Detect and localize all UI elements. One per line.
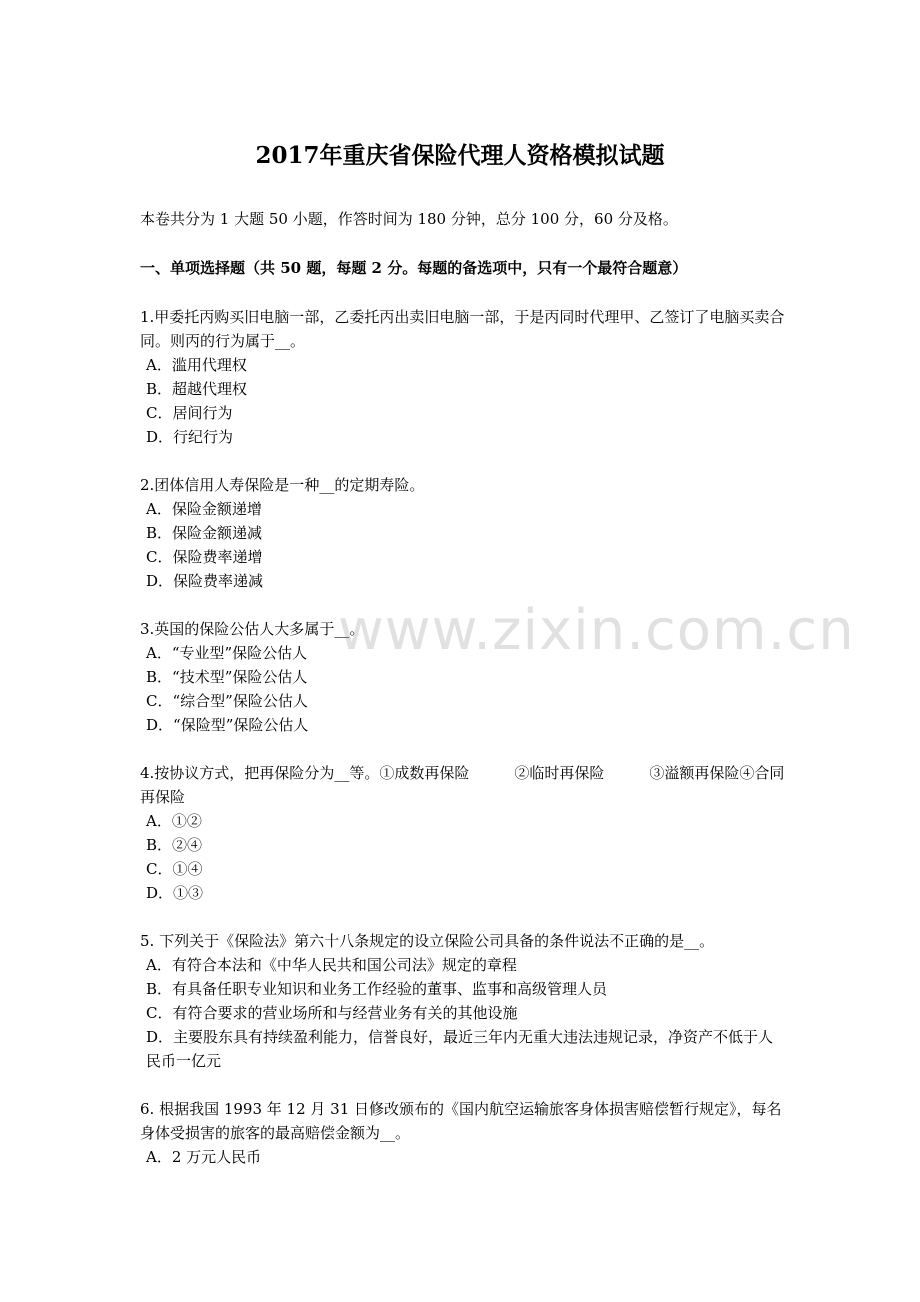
question-list [140,305,788,1193]
question-stem: 5. 下列关于《保险法》第六十八条规定的设立保险公司具备的条件说法不正确的是__。 [140,932,715,950]
question-5 [140,929,788,1073]
option-a: A．保险金额递增 [146,500,262,518]
option-a: A．2 万元人民币 [146,1148,262,1166]
question-stem: 6. 根据我国 1993 年 12 月 31 日修改颁布的《国内航空运输旅客身体损害赔偿暂行规定》，每名身体受损害的旅客的最高赔偿金额为__。 [140,1100,782,1142]
option-d: D．主要股东具有持续盈利能力，信誉良好，最近三年内无重大违法违规记录，净资产不低于人民币一亿元 [146,1028,774,1070]
option-c: C．有符合要求的营业场所和与经营业务有关的其他设施 [146,1004,518,1022]
question-stem: 3.英国的保险公估人大多属于__。 [140,620,365,638]
question-3 [140,617,788,737]
option-a: A．滥用代理权 [146,356,247,374]
question-2 [140,473,788,593]
option-b: B．有具备任职专业知识和业务工作经验的董事、监事和高级管理人员 [146,980,608,998]
question-6 [140,1097,788,1169]
page-title: 2017年重庆省保险代理人资格模拟试题 [255,142,665,169]
question-stem: 2.团体信用人寿保险是一种__的定期寿险。 [140,476,425,494]
option-a: A．“专业型”保险公估人 [146,644,308,662]
option-d: D．保险费率递减 [146,572,264,590]
question-stem: 4.按协议方式，把再保险分为__等。①成数再保险 ②临时再保险 ③溢额再保险④合同再保险 [140,764,785,806]
option-c: C．“综合型”保险公估人 [146,692,308,710]
option-c: C．①④ [146,860,203,878]
question-1 [140,305,788,449]
watermark: www.zixin.com.cn [338,598,855,663]
question-4 [140,761,788,905]
section-heading: 一、单项选择题（共 50 题，每题 2 分。每题的备选项中，只有一个最符合题意） [140,259,688,277]
option-b: B．②④ [146,836,203,854]
option-c: C．保险费率递增 [146,548,263,566]
question-stem: 1.甲委托丙购买旧电脑一部，乙委托丙出卖旧电脑一部，于是丙同时代理甲、乙签订了电脑买卖合同。则丙的行为属于__。 [140,308,785,350]
option-a: A．有符合本法和《中华人民共和国公司法》规定的章程 [146,956,517,974]
option-d: D．“保险型”保险公估人 [146,716,309,734]
option-d: D．①③ [146,884,204,902]
option-b: B．保险金额递减 [146,524,263,542]
exam-intro: 本卷共分为 1 大题 50 小题，作答时间为 180 分钟，总分 100 分，60 分及格。 [140,210,678,228]
option-b: B．“技术型”保险公估人 [146,668,308,686]
option-c: C．居间行为 [146,404,233,422]
option-d: D．行纪行为 [146,428,234,446]
option-a: A．①② [146,812,202,830]
option-b: B．超越代理权 [146,380,248,398]
